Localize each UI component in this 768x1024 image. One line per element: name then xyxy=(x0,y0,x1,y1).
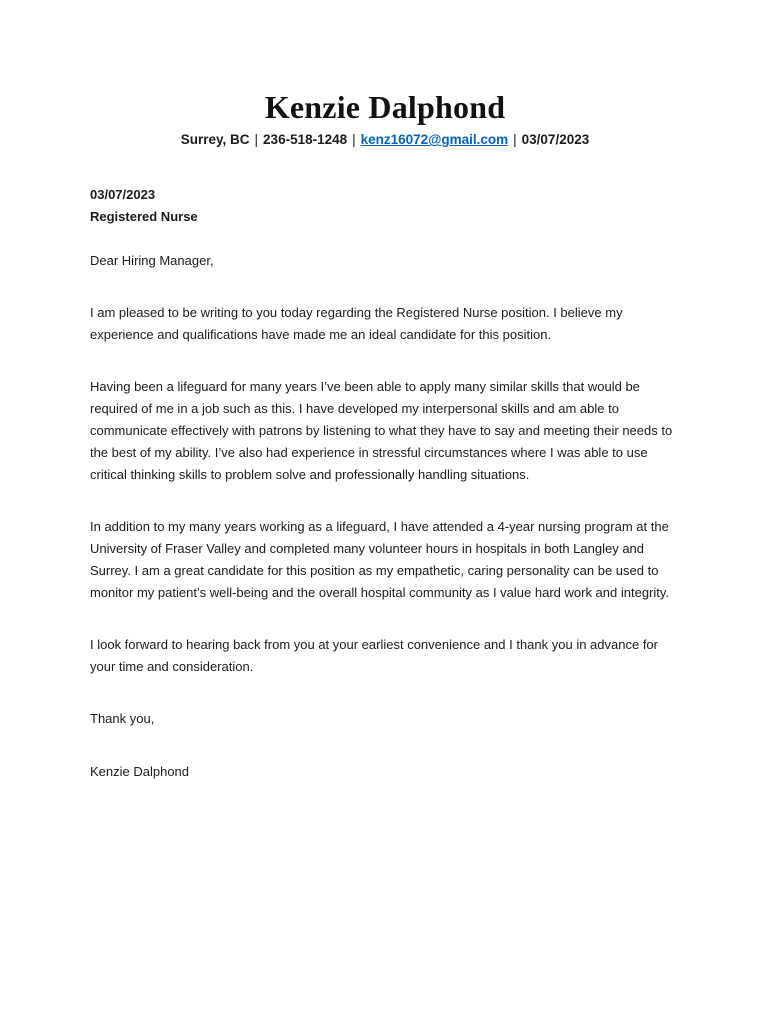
letter-paragraph: In addition to my many years working as a lifeguard, I have attended a 4-year nursing program at the University of Fraser Valley and completed many volunteer hours in hospitals in both Langley and Surrey. I am a great candidate for this position as my empathetic, caring personality can be used to monitor my patient’s well-being and the overall hospital community as I value hard work and integrity. xyxy=(90,519,670,601)
contact-line xyxy=(90,130,680,150)
letter-date: 03/07/2023 xyxy=(90,187,156,203)
letter-signature: Kenzie Dalphond xyxy=(90,764,190,780)
letter-salutation: Dear Hiring Manager, xyxy=(90,253,214,269)
contact-phone: 236-518-1248 xyxy=(263,132,348,148)
letter-paragraph: I look forward to hearing back from you at your earliest convenience and I thank you in advance for your time and consideration. xyxy=(90,637,658,675)
letter-date-block xyxy=(90,184,680,228)
letter-paragraph: Having been a lifeguard for many years I’ve been able to apply many similar skills that would be required of me in a job such as this. I have developed my interpersonal skills and am able to communicate effectively with patrons by listening to what they have to say and meeting their needs to the best of my ability. I’ve also had experience in stressful circumstances where I was able to use critical thinking skills to problem solve and professionally handling situations. xyxy=(90,379,673,483)
letter-closing: Thank you, xyxy=(90,711,155,727)
letter-author-name: Kenzie Dalphond xyxy=(264,89,506,125)
letter-paragraph: I am pleased to be writing to you today regarding the Registered Nurse position. I believe my experience and qualifications have made me an ideal candidate for this position. xyxy=(90,305,623,343)
contact-separator: | xyxy=(352,132,356,148)
email-link[interactable]: kenz16072@gmail.com xyxy=(360,132,509,148)
contact-separator: | xyxy=(513,132,517,148)
contact-location: Surrey, BC xyxy=(180,132,250,148)
contact-date: 03/07/2023 xyxy=(521,132,590,148)
letter-position-title: Registered Nurse xyxy=(90,209,198,225)
contact-separator: | xyxy=(254,132,259,148)
